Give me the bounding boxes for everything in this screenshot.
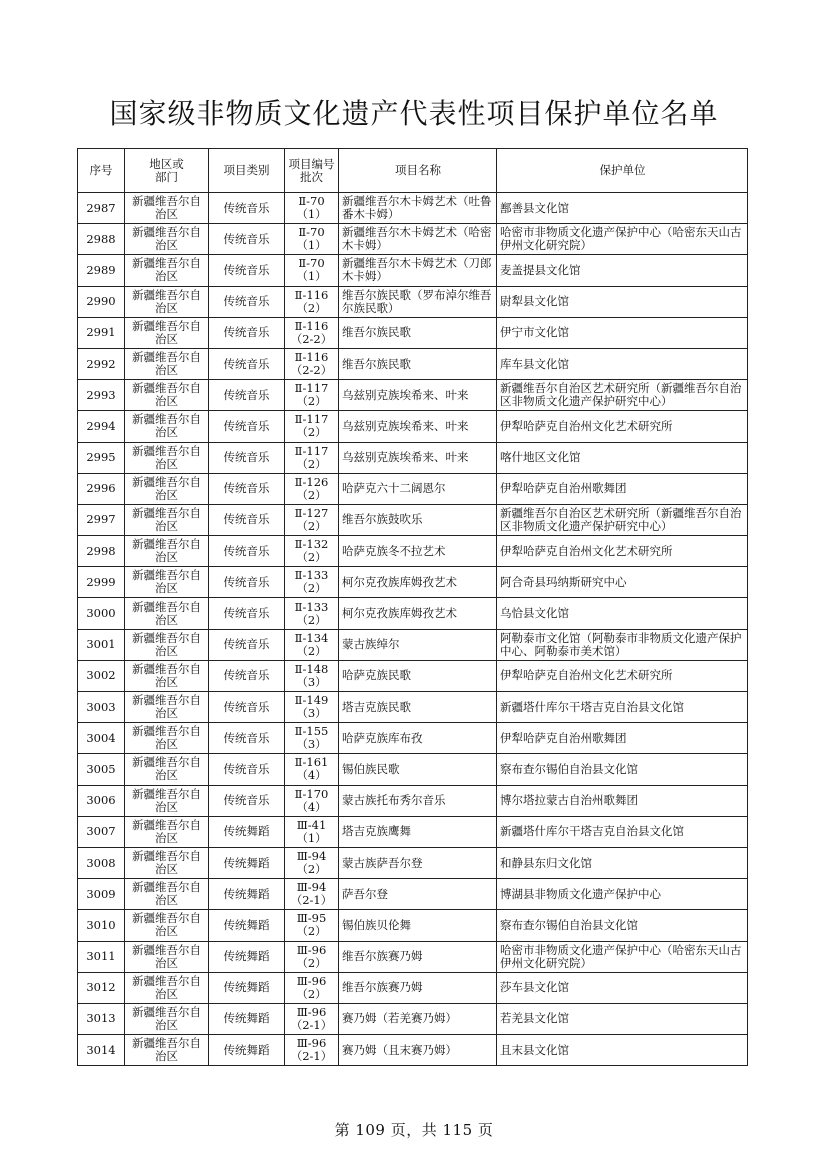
cell-region: 新疆维吾尔自 治区 xyxy=(125,941,209,972)
table-row xyxy=(78,193,748,224)
cell-category: 传统音乐 xyxy=(209,411,285,442)
cell-category: 传统音乐 xyxy=(209,317,285,348)
cell-category: 传统音乐 xyxy=(209,723,285,754)
table-row xyxy=(78,1003,748,1034)
table-row xyxy=(78,660,748,691)
cell-protection-unit: 察布查尔锡伯自治县文化馆 xyxy=(497,754,748,785)
cell-serial-number: 2999 xyxy=(78,567,125,598)
cell-serial-number: 3001 xyxy=(78,629,125,660)
cell-project-name: 赛乃姆（且末赛乃姆） xyxy=(339,1035,497,1066)
cell-serial-number: 3003 xyxy=(78,692,125,723)
cell-project-name: 锡伯族贝伦舞 xyxy=(339,910,497,941)
cell-protection-unit: 乌恰县文化馆 xyxy=(497,598,748,629)
cell-region: 新疆维吾尔自 治区 xyxy=(125,816,209,847)
cell-serial-number: 3005 xyxy=(78,754,125,785)
cell-protection-unit: 察布查尔锡伯自治县文化馆 xyxy=(497,910,748,941)
cell-serial-number: 2996 xyxy=(78,473,125,504)
cell-project-code: Ⅱ-134 （2） xyxy=(285,629,339,660)
cell-region: 新疆维吾尔自 治区 xyxy=(125,879,209,910)
table-row xyxy=(78,785,748,816)
cell-category: 传统音乐 xyxy=(209,348,285,379)
cell-protection-unit: 伊犁哈萨克自治州歌舞团 xyxy=(497,723,748,754)
cell-region: 新疆维吾尔自 治区 xyxy=(125,754,209,785)
cell-protection-unit: 和静县东归文化馆 xyxy=(497,847,748,878)
cell-project-code: Ⅱ-133 （2） xyxy=(285,598,339,629)
cell-project-code: Ⅱ-127 （2） xyxy=(285,504,339,535)
cell-serial-number: 3010 xyxy=(78,910,125,941)
cell-project-code: Ⅱ-70 （1） xyxy=(285,224,339,255)
cell-project-name: 蒙古族绰尔 xyxy=(339,629,497,660)
cell-project-code: Ⅲ-96 （2-1） xyxy=(285,1003,339,1034)
cell-project-name: 锡伯族民歌 xyxy=(339,754,497,785)
table-row xyxy=(78,442,748,473)
cell-project-code: Ⅲ-95 （2） xyxy=(285,910,339,941)
cell-protection-unit: 库车县文化馆 xyxy=(497,348,748,379)
cell-project-code: Ⅲ-94 （2） xyxy=(285,847,339,878)
cell-region: 新疆维吾尔自 治区 xyxy=(125,224,209,255)
cell-category: 传统音乐 xyxy=(209,473,285,504)
cell-project-code: Ⅱ-149 （3） xyxy=(285,692,339,723)
cell-category: 传统舞蹈 xyxy=(209,816,285,847)
cell-serial-number: 2988 xyxy=(78,224,125,255)
cell-project-code: Ⅲ-96 （2） xyxy=(285,972,339,1003)
table-row xyxy=(78,629,748,660)
cell-project-name: 蒙古族托布秀尔音乐 xyxy=(339,785,497,816)
cell-serial-number: 3014 xyxy=(78,1035,125,1066)
cell-category: 传统舞蹈 xyxy=(209,972,285,1003)
cell-protection-unit: 伊犁哈萨克自治州文化艺术研究所 xyxy=(497,536,748,567)
cell-category: 传统舞蹈 xyxy=(209,1003,285,1034)
cell-protection-unit: 博尔塔拉蒙古自治州歌舞团 xyxy=(497,785,748,816)
cell-category: 传统音乐 xyxy=(209,286,285,317)
cell-project-name: 塔吉克族鹰舞 xyxy=(339,816,497,847)
cell-project-name: 哈萨克族库布孜 xyxy=(339,723,497,754)
cell-protection-unit: 哈密市非物质文化遗产保护中心（哈密东天山古伊州文化研究院） xyxy=(497,941,748,972)
cell-region: 新疆维吾尔自 治区 xyxy=(125,255,209,286)
cell-serial-number: 3006 xyxy=(78,785,125,816)
cell-protection-unit: 尉犁县文化馆 xyxy=(497,286,748,317)
table-row xyxy=(78,286,748,317)
cell-project-code: Ⅱ-116 （2-2） xyxy=(285,348,339,379)
cell-region: 新疆维吾尔自 治区 xyxy=(125,972,209,1003)
cell-serial-number: 3007 xyxy=(78,816,125,847)
cell-project-name: 哈萨克族民歌 xyxy=(339,660,497,691)
cell-project-code: Ⅱ-126 （2） xyxy=(285,473,339,504)
cell-serial-number: 2992 xyxy=(78,348,125,379)
cell-region: 新疆维吾尔自 治区 xyxy=(125,473,209,504)
cell-region: 新疆维吾尔自 治区 xyxy=(125,536,209,567)
cell-region: 新疆维吾尔自 治区 xyxy=(125,785,209,816)
table-row xyxy=(78,847,748,878)
cell-serial-number: 2995 xyxy=(78,442,125,473)
cell-region: 新疆维吾尔自 治区 xyxy=(125,442,209,473)
cell-project-code: Ⅱ-117 （2） xyxy=(285,442,339,473)
cell-region: 新疆维吾尔自 治区 xyxy=(125,380,209,411)
cell-serial-number: 3013 xyxy=(78,1003,125,1034)
cell-serial-number: 3004 xyxy=(78,723,125,754)
cell-category: 传统音乐 xyxy=(209,504,285,535)
cell-protection-unit: 麦盖提县文化馆 xyxy=(497,255,748,286)
cell-category: 传统音乐 xyxy=(209,567,285,598)
cell-serial-number: 2990 xyxy=(78,286,125,317)
cell-category: 传统音乐 xyxy=(209,660,285,691)
cell-serial-number: 3000 xyxy=(78,598,125,629)
cell-project-code: Ⅱ-117 （2） xyxy=(285,411,339,442)
cell-category: 传统音乐 xyxy=(209,536,285,567)
cell-region: 新疆维吾尔自 治区 xyxy=(125,411,209,442)
cell-category: 传统舞蹈 xyxy=(209,941,285,972)
cell-project-name: 哈萨克六十二阔恩尔 xyxy=(339,473,497,504)
cell-project-code: Ⅲ-96 （2-1） xyxy=(285,1035,339,1066)
cell-project-code: Ⅱ-70 （1） xyxy=(285,193,339,224)
cell-project-code: Ⅱ-161 （4） xyxy=(285,754,339,785)
cell-project-code: Ⅱ-148 （3） xyxy=(285,660,339,691)
table-row xyxy=(78,972,748,1003)
cell-protection-unit: 博湖县非物质文化遗产保护中心 xyxy=(497,879,748,910)
header-serial-number: 序号 xyxy=(78,149,125,193)
cell-project-name: 乌兹别克族埃希来、叶来 xyxy=(339,442,497,473)
cell-region: 新疆维吾尔自 治区 xyxy=(125,847,209,878)
table-row xyxy=(78,598,748,629)
cell-serial-number: 3008 xyxy=(78,847,125,878)
cell-project-code: Ⅱ-116 （2） xyxy=(285,286,339,317)
cell-serial-number: 2998 xyxy=(78,536,125,567)
cell-region: 新疆维吾尔自 治区 xyxy=(125,692,209,723)
cell-region: 新疆维吾尔自 治区 xyxy=(125,1003,209,1034)
cell-project-name: 维吾尔族赛乃姆 xyxy=(339,941,497,972)
cell-project-name: 蒙古族萨吾尔登 xyxy=(339,847,497,878)
cell-region: 新疆维吾尔自 治区 xyxy=(125,598,209,629)
cell-protection-unit: 新疆塔什库尔干塔吉克自治县文化馆 xyxy=(497,816,748,847)
cell-project-name: 乌兹别克族埃希来、叶来 xyxy=(339,411,497,442)
cell-serial-number: 2987 xyxy=(78,193,125,224)
table-row xyxy=(78,224,748,255)
cell-project-name: 维吾尔族民歌 xyxy=(339,348,497,379)
cell-project-code: Ⅱ-132 （2） xyxy=(285,536,339,567)
cell-project-code: Ⅲ-96 （2） xyxy=(285,941,339,972)
cell-region: 新疆维吾尔自 治区 xyxy=(125,910,209,941)
cell-category: 传统舞蹈 xyxy=(209,879,285,910)
table-row xyxy=(78,754,748,785)
cell-project-name: 维吾尔族民歌（罗布淖尔维吾尔族民歌） xyxy=(339,286,497,317)
cell-category: 传统音乐 xyxy=(209,380,285,411)
cell-region: 新疆维吾尔自 治区 xyxy=(125,1035,209,1066)
cell-region: 新疆维吾尔自 治区 xyxy=(125,629,209,660)
table-row xyxy=(78,816,748,847)
table-row xyxy=(78,941,748,972)
cell-project-code: Ⅲ-94 （2-1） xyxy=(285,879,339,910)
page-footer: 第 109 页，共 115 页 xyxy=(334,1121,494,1139)
cell-project-name: 赛乃姆（若羌赛乃姆） xyxy=(339,1003,497,1034)
cell-protection-unit: 伊犁哈萨克自治州文化艺术研究所 xyxy=(497,660,748,691)
table-row xyxy=(78,723,748,754)
cell-project-code: Ⅱ-155 （3） xyxy=(285,723,339,754)
cell-serial-number: 2989 xyxy=(78,255,125,286)
cell-project-name: 新疆维吾尔木卡姆艺术（刀郎木卡姆） xyxy=(339,255,497,286)
cell-category: 传统音乐 xyxy=(209,224,285,255)
cell-project-code: Ⅱ-116 （2-2） xyxy=(285,317,339,348)
page-title: 国家级非物质文化遗产代表性项目保护单位名单 xyxy=(109,97,719,130)
cell-protection-unit: 伊犁哈萨克自治州文化艺术研究所 xyxy=(497,411,748,442)
cell-serial-number: 3009 xyxy=(78,879,125,910)
cell-protection-unit: 阿勒泰市文化馆（阿勒泰市非物质文化遗产保护中心、阿勒泰市美术馆） xyxy=(497,629,748,660)
header-region: 地区或 部门 xyxy=(125,149,209,193)
cell-serial-number: 2994 xyxy=(78,411,125,442)
table-row xyxy=(78,879,748,910)
cell-serial-number: 2993 xyxy=(78,380,125,411)
header-protection-unit: 保护单位 xyxy=(497,149,748,193)
cell-serial-number: 2997 xyxy=(78,504,125,535)
cell-protection-unit: 且末县文化馆 xyxy=(497,1035,748,1066)
table-row xyxy=(78,536,748,567)
cell-category: 传统音乐 xyxy=(209,785,285,816)
cell-project-name: 乌兹别克族埃希来、叶来 xyxy=(339,380,497,411)
cell-protection-unit: 伊犁哈萨克自治州歌舞团 xyxy=(497,473,748,504)
cell-project-code: Ⅱ-133 （2） xyxy=(285,567,339,598)
table-header-row xyxy=(78,149,748,193)
header-project-code: 项目编号 批次 xyxy=(285,149,339,193)
table-row xyxy=(78,910,748,941)
header-category: 项目类别 xyxy=(209,149,285,193)
table-row xyxy=(78,317,748,348)
cell-region: 新疆维吾尔自 治区 xyxy=(125,660,209,691)
cell-region: 新疆维吾尔自 治区 xyxy=(125,723,209,754)
cell-category: 传统音乐 xyxy=(209,754,285,785)
cell-category: 传统舞蹈 xyxy=(209,1035,285,1066)
table-row xyxy=(78,504,748,535)
cell-project-name: 新疆维吾尔木卡姆艺术（哈密木卡姆） xyxy=(339,224,497,255)
cell-protection-unit: 鄯善县文化馆 xyxy=(497,193,748,224)
cell-project-name: 柯尔克孜族库姆孜艺术 xyxy=(339,567,497,598)
cell-category: 传统音乐 xyxy=(209,255,285,286)
cell-protection-unit: 新疆维吾尔自治区艺术研究所（新疆维吾尔自治区非物质文化遗产保护研究中心） xyxy=(497,380,748,411)
cell-project-name: 塔吉克族民歌 xyxy=(339,692,497,723)
cell-category: 传统音乐 xyxy=(209,629,285,660)
table-row xyxy=(78,348,748,379)
cell-protection-unit: 哈密市非物质文化遗产保护中心（哈密东天山古伊州文化研究院） xyxy=(497,224,748,255)
cell-protection-unit: 若羌县文化馆 xyxy=(497,1003,748,1034)
cell-category: 传统音乐 xyxy=(209,442,285,473)
cell-protection-unit: 新疆维吾尔自治区艺术研究所（新疆维吾尔自治区非物质文化遗产保护研究中心） xyxy=(497,504,748,535)
table-row xyxy=(78,692,748,723)
table-row xyxy=(78,473,748,504)
cell-project-name: 哈萨克族冬不拉艺术 xyxy=(339,536,497,567)
cell-project-name: 维吾尔族民歌 xyxy=(339,317,497,348)
cell-project-name: 维吾尔族赛乃姆 xyxy=(339,972,497,1003)
cell-project-code: Ⅱ-70 （1） xyxy=(285,255,339,286)
cell-region: 新疆维吾尔自 治区 xyxy=(125,193,209,224)
cell-serial-number: 3012 xyxy=(78,972,125,1003)
table-row xyxy=(78,255,748,286)
cell-protection-unit: 新疆塔什库尔干塔吉克自治县文化馆 xyxy=(497,692,748,723)
cell-project-name: 新疆维吾尔木卡姆艺术（吐鲁番木卡姆） xyxy=(339,193,497,224)
cell-category: 传统音乐 xyxy=(209,598,285,629)
table-row xyxy=(78,411,748,442)
table-row xyxy=(78,380,748,411)
cell-category: 传统舞蹈 xyxy=(209,910,285,941)
cell-region: 新疆维吾尔自 治区 xyxy=(125,348,209,379)
cell-protection-unit: 莎车县文化馆 xyxy=(497,972,748,1003)
table-row xyxy=(78,1035,748,1066)
cell-category: 传统音乐 xyxy=(209,193,285,224)
cell-serial-number: 3011 xyxy=(78,941,125,972)
cell-protection-unit: 喀什地区文化馆 xyxy=(497,442,748,473)
header-project-name: 项目名称 xyxy=(339,149,497,193)
cell-category: 传统舞蹈 xyxy=(209,847,285,878)
cell-project-name: 萨吾尔登 xyxy=(339,879,497,910)
cell-region: 新疆维吾尔自 治区 xyxy=(125,317,209,348)
cell-region: 新疆维吾尔自 治区 xyxy=(125,567,209,598)
table-body xyxy=(78,193,748,1066)
cell-serial-number: 3002 xyxy=(78,660,125,691)
cell-project-name: 维吾尔族鼓吹乐 xyxy=(339,504,497,535)
cell-project-code: Ⅲ-41 （1） xyxy=(285,816,339,847)
cell-protection-unit: 阿合奇县玛纳斯研究中心 xyxy=(497,567,748,598)
cell-category: 传统音乐 xyxy=(209,692,285,723)
heritage-protection-table xyxy=(77,148,748,1066)
cell-project-name: 柯尔克孜族库姆孜艺术 xyxy=(339,598,497,629)
cell-region: 新疆维吾尔自 治区 xyxy=(125,286,209,317)
cell-project-code: Ⅱ-170 （4） xyxy=(285,785,339,816)
cell-serial-number: 2991 xyxy=(78,317,125,348)
cell-project-code: Ⅱ-117 （2） xyxy=(285,380,339,411)
table-row xyxy=(78,567,748,598)
cell-protection-unit: 伊宁市文化馆 xyxy=(497,317,748,348)
cell-region: 新疆维吾尔自 治区 xyxy=(125,504,209,535)
